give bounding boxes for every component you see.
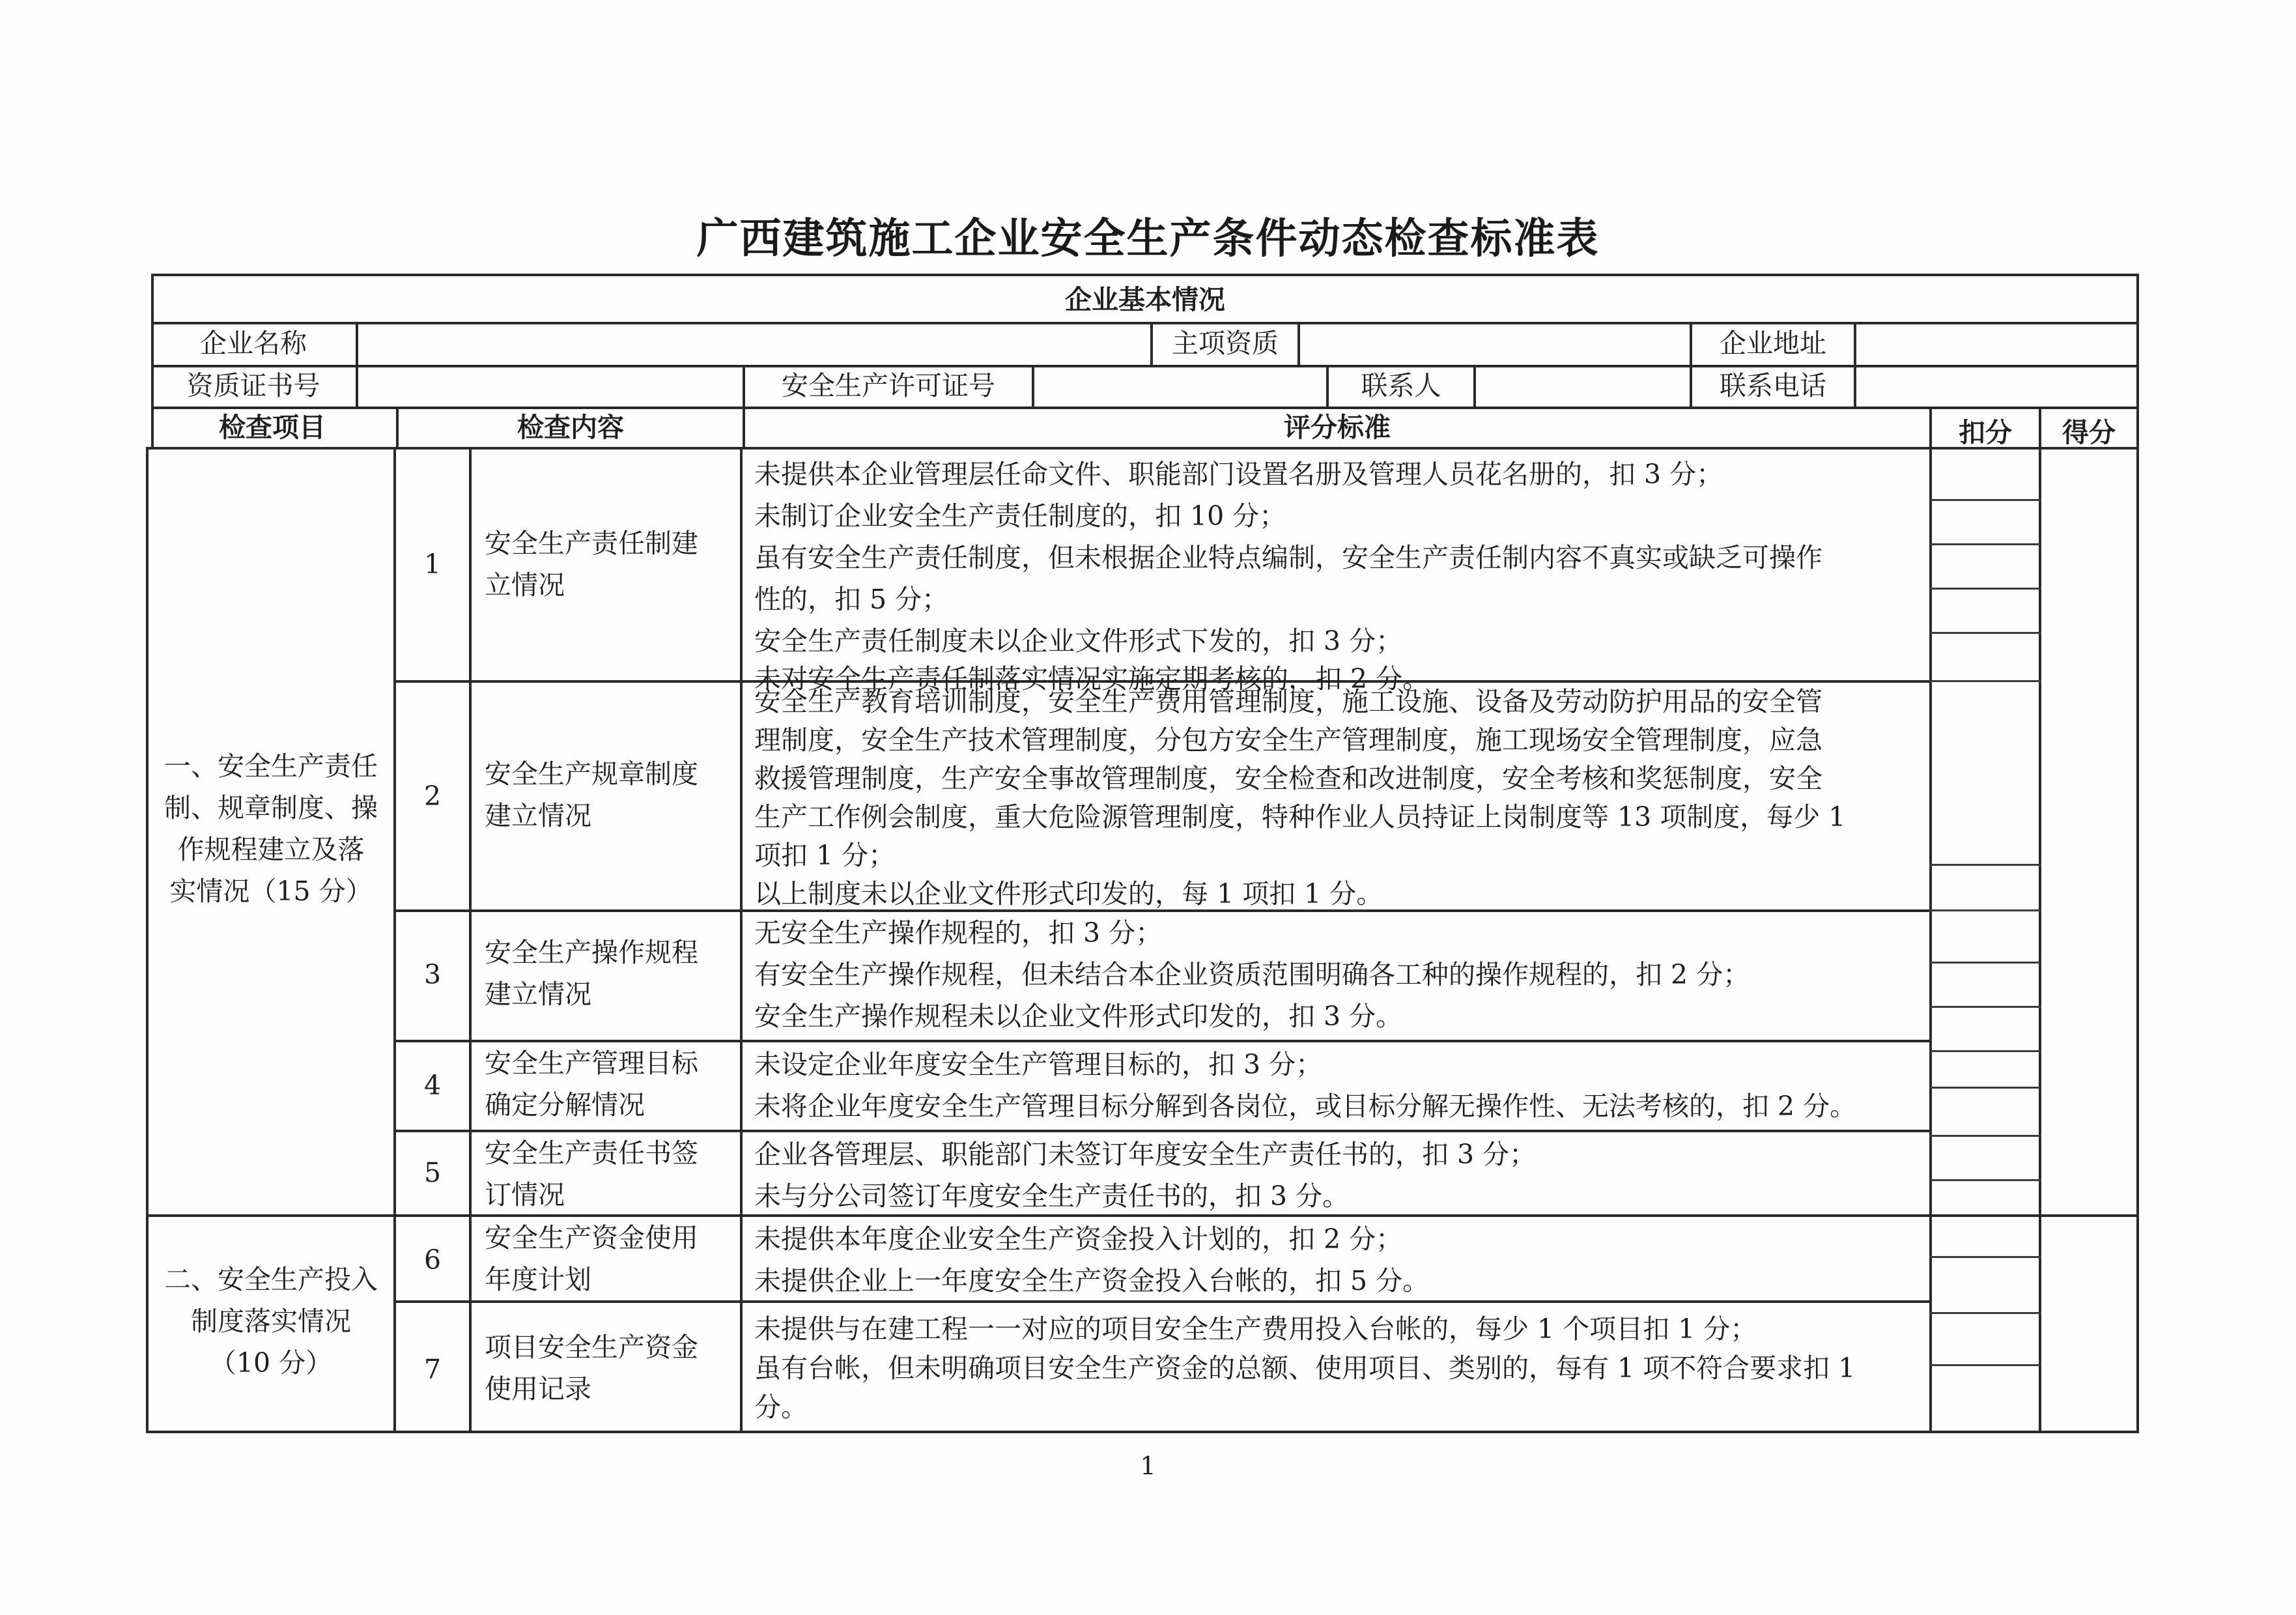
content-line: 建立情况 xyxy=(485,979,591,1010)
safety-license-value[interactable] xyxy=(1034,367,1325,405)
standard-line: 未提供企业上一年度安全生产资金投入台帐的，扣 5 分。 xyxy=(754,1265,1430,1296)
group-label-1 xyxy=(150,745,392,912)
content-line: 安全生产管理目标 xyxy=(485,1048,698,1079)
group-label-line: 实情况（15 分） xyxy=(169,876,373,907)
rule-deduct xyxy=(1929,632,2041,634)
group-label-2 xyxy=(150,1259,392,1384)
standard-line: 安全生产操作规程未以企业文件形式印发的，扣 3 分。 xyxy=(754,1001,1403,1032)
contact-person-label: 联系人 xyxy=(1361,370,1441,401)
content-line: 立情况 xyxy=(485,569,565,601)
group-label-line: 制、规章制度、操 xyxy=(164,792,378,823)
row-content xyxy=(485,522,698,606)
standard-line: 分。 xyxy=(754,1392,808,1423)
contact-phone-label: 联系电话 xyxy=(1720,370,1826,401)
rule-deduct xyxy=(1929,909,2041,911)
row-standard xyxy=(754,683,1920,913)
standard-line: 安全生产责任制度未以企业文件形式下发的，扣 3 分； xyxy=(754,625,1403,657)
row-standard xyxy=(754,1134,1920,1217)
row-content xyxy=(485,932,698,1015)
standard-line: 项扣 1 分； xyxy=(754,840,896,871)
content-line: 年度计划 xyxy=(485,1264,591,1295)
table-border-bottom xyxy=(146,1431,2139,1433)
group-label-line: 二、安全生产投入 xyxy=(164,1264,378,1295)
standard-line: 未制订企业安全生产责任制度的，扣 10 分； xyxy=(754,500,1286,532)
standard-line: 未提供本企业管理层任命文件、职能部门设置名册及管理人员花名册的，扣 3 分； xyxy=(754,459,1723,490)
row-number: 6 xyxy=(423,1244,442,1276)
standard-line: 虽有安全生产责任制度，但未根据企业特点编制，安全生产责任制内容不真实或缺乏可操作 xyxy=(754,542,1822,573)
header-score: 得分 xyxy=(2062,417,2116,448)
content-line: 订情况 xyxy=(485,1179,565,1210)
group-label-line: 制度落实情况 xyxy=(191,1306,351,1337)
rule-deduct xyxy=(1929,499,2041,501)
standard-line: 有安全生产操作规程，但未结合本企业资质范围明确各工种的操作规程的，扣 2 分； xyxy=(754,959,1750,990)
cert-no-value[interactable] xyxy=(358,367,741,405)
standard-line: 救援管理制度，生产安全事故管理制度，安全检查和改进制度，安全考核和奖惩制度，安全 xyxy=(754,763,1822,794)
rule-v xyxy=(469,447,472,1433)
rule-deduct xyxy=(1929,1256,2041,1258)
company-address-value[interactable] xyxy=(1856,324,2135,364)
header-deduct: 扣分 xyxy=(1959,417,2012,448)
section-basic-heading: 企业基本情况 xyxy=(1065,284,1225,315)
table-border-left-body xyxy=(146,447,149,1433)
header-item: 检查项目 xyxy=(219,412,326,443)
rule-deduct xyxy=(1929,1006,2041,1008)
rule-v xyxy=(393,447,396,1433)
content-line: 确定分解情况 xyxy=(485,1089,645,1121)
standard-line: 未设定企业年度安全生产管理目标的，扣 3 分； xyxy=(754,1049,1323,1080)
content-line: 建立情况 xyxy=(485,800,591,831)
content-line: 安全生产责任制建 xyxy=(485,528,698,559)
rule-deduct xyxy=(1929,1135,2041,1137)
page-number: 1 xyxy=(1140,1451,1156,1480)
group-label-line: 作规程建立及落 xyxy=(177,834,365,865)
contact-phone-value[interactable] xyxy=(1856,367,2135,405)
company-address-label: 企业地址 xyxy=(1720,328,1826,359)
row-content xyxy=(485,1042,698,1126)
header-content: 检查内容 xyxy=(517,412,624,443)
content-line: 使用记录 xyxy=(485,1373,591,1405)
group-label-line: 一、安全生产责任 xyxy=(164,750,378,782)
safety-license-label: 安全生产许可证号 xyxy=(782,370,995,401)
rule-deduct xyxy=(1929,864,2041,866)
contact-person-value[interactable] xyxy=(1476,367,1688,405)
main-qualification-label: 主项资质 xyxy=(1172,328,1279,359)
rule-deduct xyxy=(1929,680,2041,682)
standard-line: 未与分公司签订年度安全生产责任书的，扣 3 分。 xyxy=(754,1180,1350,1212)
row-number: 7 xyxy=(423,1354,442,1385)
rule-v xyxy=(1929,407,1932,1433)
row-content xyxy=(485,1132,698,1216)
rule-deduct xyxy=(1929,543,2041,545)
row-number: 3 xyxy=(423,959,442,990)
row-standard xyxy=(754,1309,1920,1427)
row-standard xyxy=(754,1218,1920,1302)
rule-v xyxy=(740,447,743,1433)
rule-deduct xyxy=(1929,588,2041,590)
row-standard xyxy=(754,453,1920,700)
standard-line: 性的，扣 5 分； xyxy=(754,584,949,615)
rule-deduct xyxy=(1929,1179,2041,1181)
content-line: 安全生产责任书签 xyxy=(485,1137,698,1169)
rule-deduct xyxy=(1929,962,2041,964)
row-number: 1 xyxy=(423,549,442,580)
company-name-label: 企业名称 xyxy=(200,328,307,359)
document-title: 广西建筑施工企业安全生产条件动态检查标准表 xyxy=(696,215,1600,263)
cert-no-label: 资质证书号 xyxy=(186,370,320,401)
standard-line: 未将企业年度安全生产管理目标分解到各岗位，或目标分解无操作性、无法考核的，扣 2 分。 xyxy=(754,1091,1857,1122)
standard-line: 企业各管理层、职能部门未签订年度安全生产责任书的，扣 3 分； xyxy=(754,1139,1537,1170)
row-number: 5 xyxy=(423,1157,442,1188)
rule-deduct xyxy=(1929,1087,2041,1089)
row-number: 2 xyxy=(423,780,442,812)
table-border-top xyxy=(151,274,2139,276)
content-line: 安全生产资金使用 xyxy=(485,1222,698,1253)
content-line: 安全生产操作规程 xyxy=(485,937,698,968)
content-line: 项目安全生产资金 xyxy=(485,1332,698,1363)
main-qualification-value[interactable] xyxy=(1300,324,1688,364)
standard-line: 安全生产教育培训制度，安全生产费用管理制度，施工设施、设备及劳动防护用品的安全管 xyxy=(754,686,1822,717)
standard-line: 虽有台帐，但未明确项目安全生产资金的总额、使用项目、类别的，每有 1 项不符合要求扣 1 xyxy=(754,1352,1856,1384)
group-label-line: （10 分） xyxy=(209,1347,333,1379)
rule-deduct xyxy=(1929,1050,2041,1052)
row-standard xyxy=(754,1044,1920,1127)
row-standard xyxy=(754,912,1920,1037)
company-name-value[interactable] xyxy=(358,324,1149,364)
rule-deduct xyxy=(1929,1312,2041,1314)
row-number: 4 xyxy=(423,1070,442,1101)
row-content xyxy=(485,1326,698,1410)
row-content xyxy=(485,1217,698,1300)
standard-line: 未对安全生产责任制落实情况实施定期考核的，扣 2 分。 xyxy=(754,663,1430,694)
header-standard: 评分标准 xyxy=(1284,412,1391,443)
standard-line: 未提供与在建工程一一对应的项目安全生产费用投入台帐的，每少 1 个项目扣 1 分； xyxy=(754,1313,1757,1345)
standard-line: 理制度，安全生产技术管理制度，分包方安全生产管理制度，施工现场安全管理制度，应急 xyxy=(754,724,1822,756)
standard-line: 以上制度未以企业文件形式印发的，每 1 项扣 1 分。 xyxy=(754,878,1383,909)
row-content xyxy=(485,753,698,836)
standard-line: 生产工作例会制度，重大危险源管理制度，特种作业人员持证上岗制度等 13 项制度，每少 1 xyxy=(754,801,1846,833)
rule-deduct xyxy=(1929,1364,2041,1366)
rule-v xyxy=(2039,407,2041,1433)
standard-line: 未提供本年度企业安全生产资金投入计划的，扣 2 分； xyxy=(754,1223,1403,1255)
content-line: 安全生产规章制度 xyxy=(485,758,698,790)
standard-line: 无安全生产操作规程的，扣 3 分； xyxy=(754,917,1163,949)
